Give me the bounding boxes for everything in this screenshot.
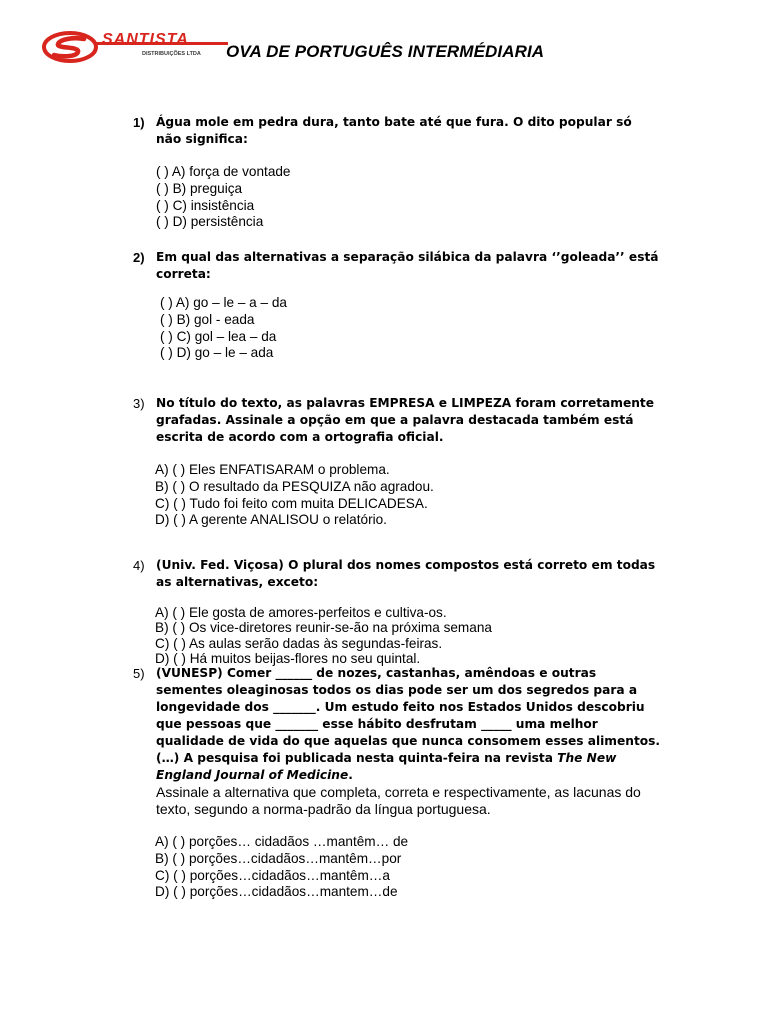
option-c[interactable]: C) ( ) As aulas serão dadas às segundas-feiras. xyxy=(155,635,443,651)
question-number: 4) xyxy=(133,558,145,573)
option-d[interactable]: D) ( ) A gerente ANALISOU o relatório. xyxy=(155,512,387,528)
option-b[interactable]: B) ( ) Os vice-diretores reunir-se-ão na próxima semana xyxy=(155,620,492,636)
journal-name: The New England Journal of Medicine xyxy=(156,751,617,782)
option-b[interactable]: ( ) B) preguiça xyxy=(156,180,243,196)
question-stem: Água mole em pedra dura, tanto bate até que fura. O dito popular só não significa: xyxy=(156,115,632,146)
option-c[interactable]: ( ) C) gol – lea – da xyxy=(160,328,277,344)
option-c[interactable]: ( ) C) insistência xyxy=(156,197,255,213)
option-d[interactable]: D) ( ) Há muitos beijas-flores no seu quintal. xyxy=(155,651,421,667)
option-d[interactable]: ( ) D) persistência xyxy=(156,214,264,230)
question-number: 5) xyxy=(133,666,145,681)
question-stem xyxy=(156,665,661,784)
options-list xyxy=(156,164,661,231)
question-stem: (Univ. Fed. Viçosa) O plural dos nomes compostos está correto em todas as alternativas, exceto: xyxy=(156,558,656,589)
option-b[interactable]: ( ) B) gol - eada xyxy=(160,311,255,327)
option-a[interactable]: A) ( ) Eles ENFATISARAM o problema. xyxy=(155,462,390,477)
question-stem-text: (VUNESP) Comer ______ de nozes, castanhas, amêndoas e outras sementes oleaginosas todos os dias pode ser um dos segredos para a longevidade dos _______. Um estudo feito nos Estados Unidos descobriu que pessoas que _______ esse hábito desfrutam _____ uma melhor qualidade de vida do que aquelas que nunca consomem esses alimentos. (…) A pesquisa foi publicada nesta quinta-feira na revista xyxy=(156,666,661,765)
option-b[interactable]: B) ( ) porções…cidadãos…mantêm…por xyxy=(155,850,402,866)
logo-s-mark xyxy=(54,38,84,56)
question-number: 2) xyxy=(133,250,145,265)
options-list xyxy=(155,834,661,901)
option-b[interactable]: B) ( ) O resultado da PESQUIZA não agradou. xyxy=(155,478,434,494)
option-d[interactable]: D) ( ) porções…cidadãos…mantem…de xyxy=(155,884,398,900)
options-list xyxy=(155,605,661,667)
options-list xyxy=(156,295,661,362)
question-instruction: Assinale a alternativa que completa, correta e respectivamente, as lacunas do texto, segundo a norma-padrão da língua portuguesa. xyxy=(156,784,641,817)
option-a[interactable]: ( ) A) go – le – a – da xyxy=(160,295,287,310)
question-stem-end: . xyxy=(348,768,353,782)
question-number: 1) xyxy=(133,115,145,130)
question-stem: No título do texto, as palavras EMPRESA e LIMPEZA foram corretamente grafadas. Assinale a opção em que a palavra destacada também está escrita de acordo com a ortografia oficial. xyxy=(156,396,655,444)
option-c[interactable]: C) ( ) porções…cidadãos…mantêm…a xyxy=(155,867,390,883)
option-a[interactable]: A) ( ) Ele gosta de amores-perfeitos e cultiva-os. xyxy=(155,605,447,620)
option-a[interactable]: A) ( ) porções… cidadãos …mantêm… de xyxy=(155,834,409,849)
option-c[interactable]: C) ( ) Tudo foi feito com muita DELICADESA. xyxy=(155,495,428,511)
logo-subtitle: DISTRIBUIÇÕES LTDA xyxy=(142,51,201,57)
option-a[interactable]: ( ) A) força de vontade xyxy=(156,164,291,179)
option-d[interactable]: ( ) D) go – le – ada xyxy=(160,345,274,361)
options-list xyxy=(155,462,661,529)
logo-brand: SANTISTA xyxy=(102,31,189,48)
question-stem: Em qual das alternativas a separação silábica da palavra ‘’goleada’’ está correta: xyxy=(156,250,659,281)
santista-logo xyxy=(40,30,232,66)
question-number: 3) xyxy=(133,396,145,411)
document-title: OVA DE PORTUGUÊS INTERMÉDIARIA xyxy=(226,42,545,61)
